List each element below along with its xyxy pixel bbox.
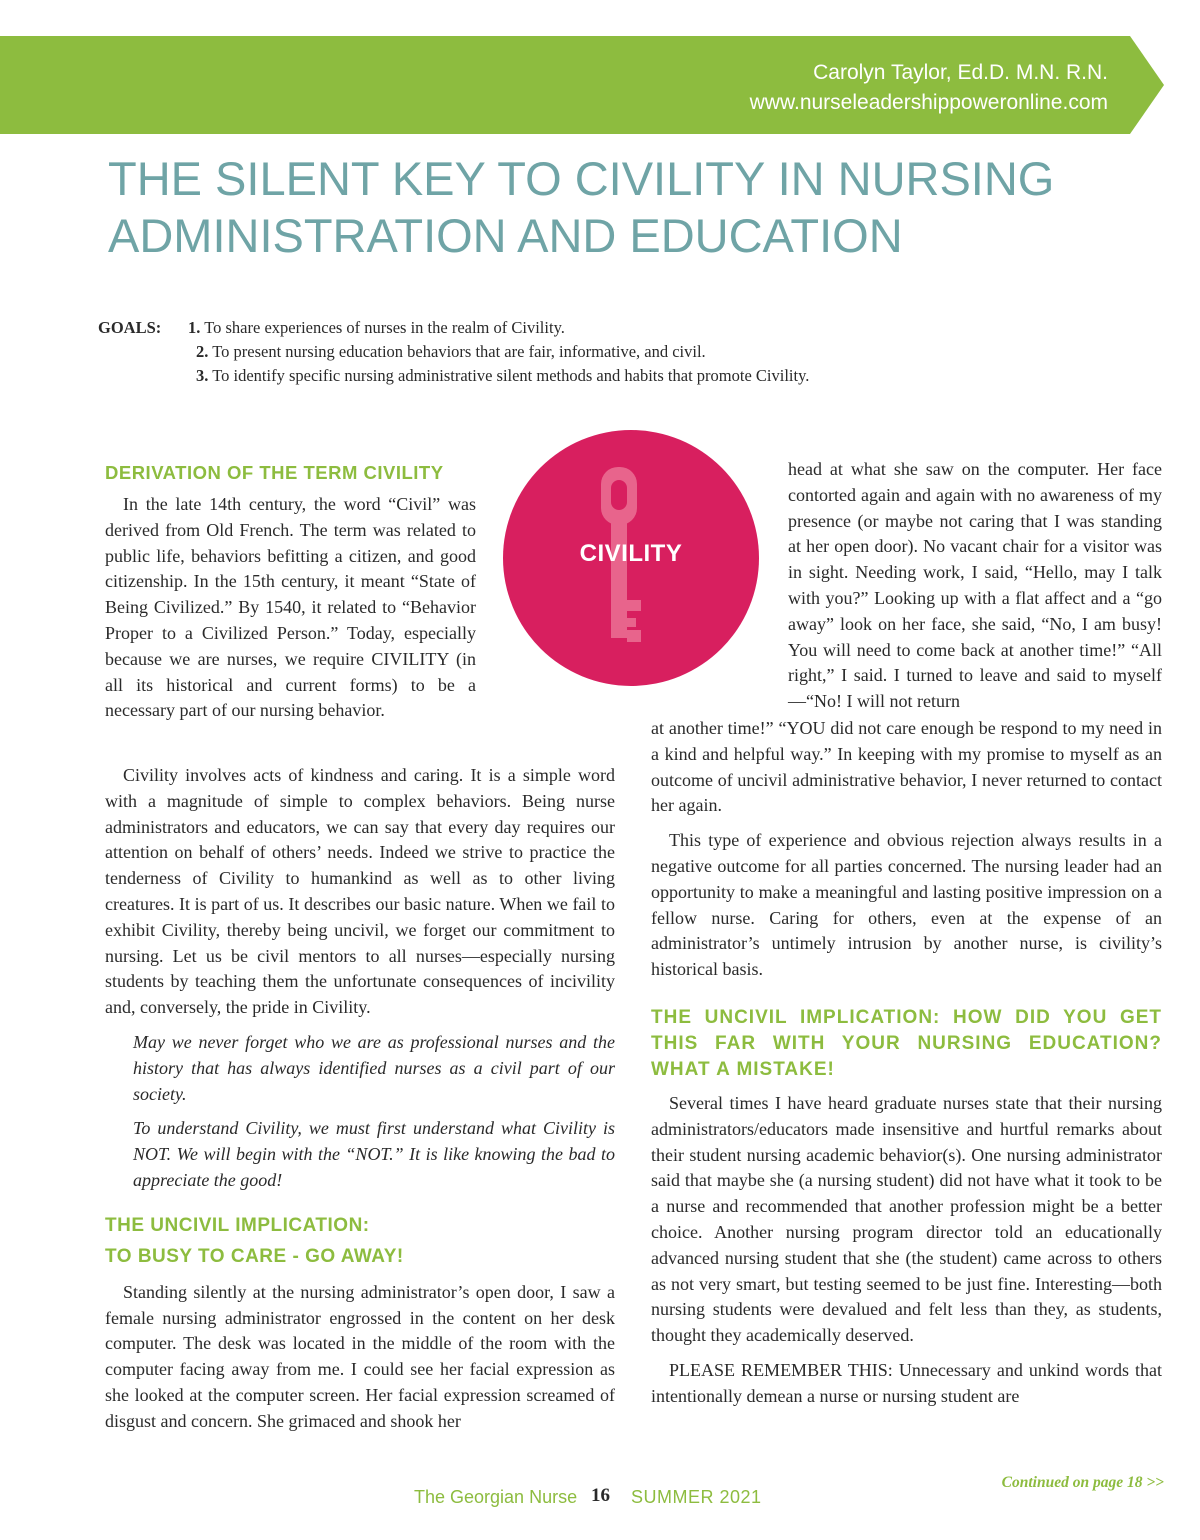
paragraph: Several times I have heard graduate nurses state that their nursing administrators/educators made insensitive and hurtful remarks about their student nursing academic behavior(s). One nursing administrator said that maybe she (a nursing student) did not have what it took to be a nurse and recommended that another profession might be a better choice. Another nursing program director told an educationally advanced nursing student that she (the student) came across to others as not very smart, but testing seemed to be just fine. Interesting—both nursing students were devalued and felt less than they, as students, thought they academically deserved. xyxy=(651,1092,1162,1346)
paragraph: at another time!” “YOU did not care enough be respond to my need in a kind and helpful way.” In keeping with my promise to myself as an outcome of uncivil administrative behavior, I never returned to contact her again. xyxy=(651,718,1162,816)
author-block xyxy=(750,58,1108,118)
italic-quote: To understand Civility, we must first understand what Civility is NOT. We will begin with the “NOT.” It is like knowing the bad to appreciate the good! xyxy=(133,1118,615,1190)
goal-item xyxy=(188,364,948,388)
page-number: 16 xyxy=(591,1485,610,1506)
goal-item xyxy=(188,340,948,364)
goal-number: 2. xyxy=(196,342,209,361)
goals-label: GOALS: xyxy=(98,318,162,337)
continued-link[interactable]: Continued on page 18 >> xyxy=(1001,1474,1164,1491)
goals-list xyxy=(188,316,948,388)
goal-text: To present nursing education behaviors that are fair, informative, and civil. xyxy=(212,342,706,361)
left-column-upper xyxy=(105,460,476,733)
paragraph: Standing silently at the nursing administrator’s open door, I saw a female nursing administrator engrossed in the content on her desk computer. The desk was located in the middle of the room with the computer facing away from me. I could see her facial expression as she looked at the computer screen. Her facial expression screamed of disgust and concern. She grimaced and shook her xyxy=(105,1281,615,1431)
section-heading-uncivil-1 xyxy=(105,1210,615,1272)
heading-line: THE UNCIVIL IMPLICATION: xyxy=(105,1214,370,1236)
badge-label: CIVILITY xyxy=(579,540,683,567)
italic-quote: May we never forget who we are as professional nurses and the history that has always identified nurses as a civil part of our society. xyxy=(133,1031,615,1104)
right-column-lower xyxy=(651,716,1162,1419)
publication-name: The Georgian Nurse xyxy=(414,1487,578,1507)
section-heading-derivation: DERIVATION OF THE TERM CIVILITY xyxy=(105,462,444,483)
goal-number: 3. xyxy=(196,366,209,385)
civility-badge xyxy=(503,430,759,686)
goal-number: 1. xyxy=(188,318,201,337)
title-line-2: ADMINISTRATION AND EDUCATION xyxy=(108,209,903,262)
paragraph: This type of experience and obvious rejection always results in a negative outcome for all parties concerned. The nursing leader had an opportunity to make a meaningful and lasting positive impression on a fellow nurse. Caring for others, even at the expense of an administrator’s untimely intrusion by another nurse, is civility’s historical basis. xyxy=(651,830,1162,980)
paragraph: head at what she saw on the computer. Her face contorted again and again with no awareness of my presence (or maybe not caring that I was standing at her open door). No vacant chair for a visitor was in sight. Needing work, I said, “Hello, may I talk with you?” Looking up with a flat affect and a “go away” look on her face, she said, “No, I am busy! You will need to come back at another time!” “All right,” I said. I turned to leave and said to myself—“No! I will not return xyxy=(788,459,1162,712)
author-website[interactable]: www.nurseleadershippoweronline.com xyxy=(749,91,1108,114)
goal-text: To share experiences of nurses in the realm of Civility. xyxy=(204,318,565,337)
page-title xyxy=(108,150,1068,264)
banner-arrow-icon xyxy=(1130,36,1164,134)
goal-text: To identify specific nursing administrative silent methods and habits that promote Civility. xyxy=(212,366,810,385)
author-name: Carolyn Taylor, Ed.D. M.N. R.N. xyxy=(813,61,1108,84)
paragraph: PLEASE REMEMBER THIS: Unnecessary and unkind words that intentionally demean a nurse or nursing student are xyxy=(651,1359,1162,1406)
section-heading-uncivil-2: THE UNCIVIL IMPLICATION: HOW DID YOU GET THIS FAR WITH YOUR NURSING EDUCATION? WHAT A MISTAKE! xyxy=(651,1006,1162,1080)
goal-item xyxy=(188,316,948,340)
heading-line: TO BUSY TO CARE - GO AWAY! xyxy=(105,1245,404,1267)
right-column-upper xyxy=(788,457,1162,724)
issue-label: SUMMER 2021 xyxy=(631,1487,762,1507)
paragraph: In the late 14th century, the word “Civil” was derived from Old French. The term was related to public life, behaviors befitting a citizen, and good citizenship. In the 15th century, it meant “State of Being Civilized.” By 1540, it related to “Behavior Proper to a Civilized Person.” Today, especially because we are nurses, we require CIVILITY (in all its historical and current forms) to be a necessary part of our nursing behavior. xyxy=(105,494,476,721)
paragraph: Civility involves acts of kindness and caring. It is a simple word with a magnitude of simple to complex behaviors. Being nurse administrators and educators, we can say that every day requires our attention on behalf of others’ needs. Indeed we strive to practice the tenderness of Civility to humankind as well as to other living creatures. It is part of us. It describes our basic nature. When we fail to exhibit Civility, thereby being uncivil, we forget our commitment to nursing. Let us be civil mentors to all nurses—especially nursing students by teaching them the unfortunate consequences of incivility and, conversely, the pride in Civility. xyxy=(105,765,615,1018)
title-line-1: THE SILENT KEY TO CIVILITY IN NURSING xyxy=(108,152,1055,205)
left-column-lower xyxy=(105,763,615,1444)
